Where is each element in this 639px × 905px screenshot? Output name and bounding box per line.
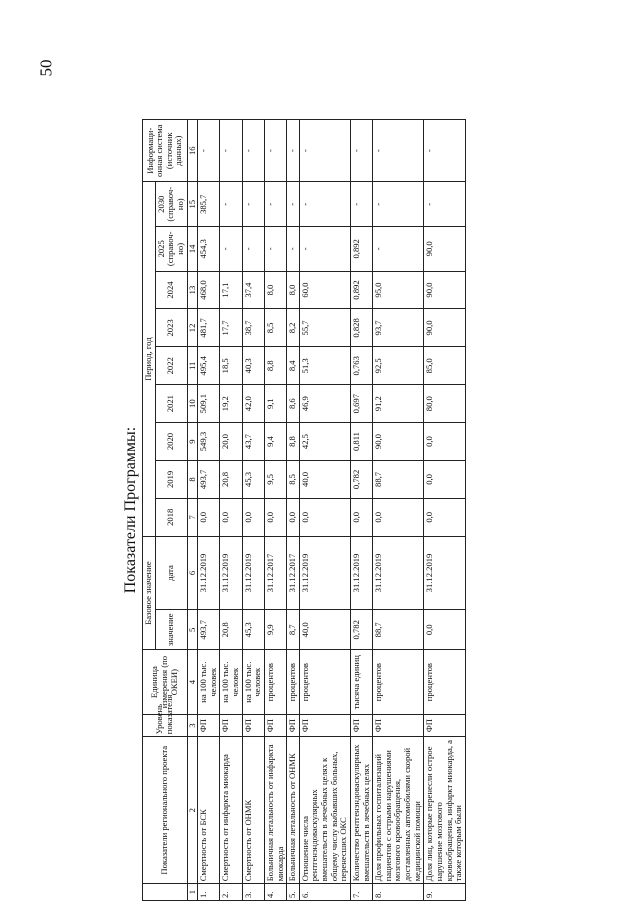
indicator-name: Смертность от БСК — [198, 737, 220, 884]
base-date: 31.12.2019 — [350, 536, 372, 610]
year-value: 0,0 — [287, 498, 300, 536]
year-value: 0,811 — [350, 423, 372, 461]
year-value: 37,4 — [242, 271, 264, 309]
base-value: 88,7 — [373, 610, 424, 650]
header-year: 2022 — [155, 347, 187, 385]
year-value: 0,0 — [350, 498, 372, 536]
table-row — [287, 120, 300, 901]
page-title: Показатели Программы: — [122, 426, 139, 594]
col-number: 1 — [187, 884, 198, 901]
year-value: 90,0 — [424, 227, 466, 272]
year-value: 481,7 — [198, 309, 220, 347]
year-value: 0,892 — [350, 271, 372, 309]
year-value: 55,7 — [299, 309, 350, 347]
year-value: 46,9 — [299, 385, 350, 423]
col-number: 2 — [187, 737, 198, 884]
base-date: 31.12.2019 — [373, 536, 424, 610]
row-number: 8. — [373, 884, 424, 901]
base-date: 31.12.2019 — [220, 536, 242, 610]
header-year: 2020 — [155, 423, 187, 461]
info-source: - — [299, 120, 350, 182]
col-number: 3 — [187, 714, 198, 736]
year-value: 40,3 — [242, 347, 264, 385]
year-value: - — [350, 182, 372, 227]
header-period: Период, год — [143, 182, 156, 536]
year-value: 8,0 — [287, 271, 300, 309]
base-date: 31.12.2019 — [299, 536, 350, 610]
base-date: 31.12.2017 — [264, 536, 286, 610]
year-value: 8,8 — [287, 423, 300, 461]
year-value: - — [264, 227, 286, 272]
table-row — [220, 120, 242, 901]
row-number: 4. — [264, 884, 286, 901]
year-value: 509,1 — [198, 385, 220, 423]
year-value: 80,0 — [424, 385, 466, 423]
header-name: Показатели регионального проекта — [143, 737, 188, 884]
indicator-unit: процентов — [264, 650, 286, 715]
year-value: 9,4 — [264, 423, 286, 461]
base-value: 9,9 — [264, 610, 286, 650]
year-value: 8,4 — [287, 347, 300, 385]
indicator-level: ФП — [299, 714, 350, 736]
header-base: Базовое значение — [143, 536, 156, 650]
year-value: - — [424, 182, 466, 227]
year-value: 549,3 — [198, 423, 220, 461]
program-indicators-table — [142, 119, 466, 901]
indicator-unit: процентов — [287, 650, 300, 715]
row-number: 2. — [220, 884, 242, 901]
row-number: 6. — [299, 884, 350, 901]
year-value: 17,7 — [220, 309, 242, 347]
base-value: 0,0 — [424, 610, 466, 650]
year-value: 20,0 — [220, 423, 242, 461]
year-value: 0,828 — [350, 309, 372, 347]
year-value: - — [220, 227, 242, 272]
year-value: 95,0 — [373, 271, 424, 309]
year-value: 92,5 — [373, 347, 424, 385]
indicator-unit: тысяча единиц — [350, 650, 372, 715]
base-date: 31.12.2019 — [424, 536, 466, 610]
year-value: 0,0 — [220, 498, 242, 536]
indicator-level: ФП — [220, 714, 242, 736]
year-value: 0,763 — [350, 347, 372, 385]
base-value: 45,3 — [242, 610, 264, 650]
year-value: 91,2 — [373, 385, 424, 423]
header-year: 2018 — [155, 498, 187, 536]
year-value: 17,1 — [220, 271, 242, 309]
table-row — [198, 120, 220, 901]
table-row — [242, 120, 264, 901]
year-value: - — [242, 227, 264, 272]
year-value: 90,0 — [424, 271, 466, 309]
table-row — [264, 120, 286, 901]
year-value: 18,5 — [220, 347, 242, 385]
year-value: 0,0 — [424, 460, 466, 498]
row-number: 5. — [287, 884, 300, 901]
base-date: 31.12.2017 — [287, 536, 300, 610]
year-value: - — [287, 182, 300, 227]
year-value: 0,0 — [424, 498, 466, 536]
table-row — [373, 120, 424, 901]
year-value: - — [299, 182, 350, 227]
year-value: 8,2 — [287, 309, 300, 347]
table-row — [424, 120, 466, 901]
col-number: 9 — [187, 423, 198, 461]
col-number: 15 — [187, 182, 198, 227]
year-value: 90,0 — [373, 423, 424, 461]
year-value: 9,1 — [264, 385, 286, 423]
year-value: 468,0 — [198, 271, 220, 309]
year-value: 42,5 — [299, 423, 350, 461]
year-value: 454,3 — [198, 227, 220, 272]
info-source: - — [242, 120, 264, 182]
year-value: 0,0 — [198, 498, 220, 536]
info-source: - — [198, 120, 220, 182]
header-base-date: дата — [155, 536, 187, 610]
year-value: 19,2 — [220, 385, 242, 423]
indicator-level: ФП — [242, 714, 264, 736]
indicator-name: Больничная летальность от ОНМК — [287, 737, 300, 884]
table-row — [350, 120, 372, 901]
base-date: 31.12.2019 — [242, 536, 264, 610]
info-source: - — [350, 120, 372, 182]
header-year: 2021 — [155, 385, 187, 423]
year-value: 38,7 — [242, 309, 264, 347]
indicator-unit: процентов — [373, 650, 424, 715]
year-value: 88,7 — [373, 460, 424, 498]
year-value: - — [373, 182, 424, 227]
info-source: - — [220, 120, 242, 182]
page-number: 50 — [36, 59, 56, 77]
year-value: 8,6 — [287, 385, 300, 423]
header-year: 2019 — [155, 460, 187, 498]
header-year: 2030 (справоч-но) — [155, 182, 187, 227]
header-level: Уровень показателя — [143, 714, 188, 736]
year-value: 493,7 — [198, 460, 220, 498]
row-number: 3. — [242, 884, 264, 901]
col-number: 11 — [187, 347, 198, 385]
header-unit: Единица измерения (по ОКЕИ) — [143, 650, 188, 715]
base-value: 493,7 — [198, 610, 220, 650]
rotated-page — [116, 115, 636, 905]
year-value: - — [242, 182, 264, 227]
year-value: 0,0 — [299, 498, 350, 536]
col-number: 16 — [187, 120, 198, 182]
year-value: 0,782 — [350, 460, 372, 498]
indicator-level: ФП — [424, 714, 466, 736]
indicator-unit: на 100 тыс. человек — [198, 650, 220, 715]
col-number: 13 — [187, 271, 198, 309]
year-value: 0,0 — [242, 498, 264, 536]
year-value: 8,8 — [264, 347, 286, 385]
row-number: 7. — [350, 884, 372, 901]
indicator-unit: на 100 тыс. человек — [220, 650, 242, 715]
year-value: 8,5 — [264, 309, 286, 347]
col-number: 12 — [187, 309, 198, 347]
indicator-level: ФП — [287, 714, 300, 736]
year-value: 85,0 — [424, 347, 466, 385]
col-number: 10 — [187, 385, 198, 423]
indicator-name: Количество рентгенэндоваскулярных вмешательств в лечебных целях — [350, 737, 372, 884]
row-number: 1. — [198, 884, 220, 901]
year-value: 42,0 — [242, 385, 264, 423]
col-number: 6 — [187, 536, 198, 610]
header-info: Информаци-онная система (источник данных) — [143, 120, 188, 182]
indicator-unit: на 100 тыс. человек — [242, 650, 264, 715]
indicator-unit: процентов — [424, 650, 466, 715]
indicator-level: ФП — [264, 714, 286, 736]
year-value: - — [287, 227, 300, 272]
year-value: 0,697 — [350, 385, 372, 423]
indicator-level: ФП — [373, 714, 424, 736]
indicator-name: Больничная летальность от инфаркта миокарда — [264, 737, 286, 884]
col-number: 8 — [187, 460, 198, 498]
info-source: - — [287, 120, 300, 182]
indicator-unit: процентов — [299, 650, 350, 715]
indicator-name: Смертность от инфаркта миокарда — [220, 737, 242, 884]
indicator-name: Доля профильных госпитализаций пациентов с острыми нарушениями мозгового кровообращения, доставленных автомобилями скорой медицинской помощи — [373, 737, 424, 884]
year-value: 0,0 — [264, 498, 286, 536]
header-index — [143, 884, 188, 901]
year-value: - — [299, 227, 350, 272]
table-body — [198, 120, 466, 901]
year-value: - — [264, 182, 286, 227]
base-value: 40,0 — [299, 610, 350, 650]
col-number: 7 — [187, 498, 198, 536]
header-year: 2024 — [155, 271, 187, 309]
year-value: 51,3 — [299, 347, 350, 385]
year-value: - — [373, 227, 424, 272]
indicator-name: Отношение числа рентгенэндоваскулярных вмешательств в лечебных целях к общему числу выбывших больных, перенесших ОКС — [299, 737, 350, 884]
year-value: 8,5 — [287, 460, 300, 498]
year-value: 20,8 — [220, 460, 242, 498]
base-value: 0,782 — [350, 610, 372, 650]
base-value: 20,8 — [220, 610, 242, 650]
info-source: - — [373, 120, 424, 182]
col-number: 14 — [187, 227, 198, 272]
indicator-name: Смертность от ОНМК — [242, 737, 264, 884]
base-date: 31.12.2019 — [198, 536, 220, 610]
year-value: 43,7 — [242, 423, 264, 461]
header-year: 2025 (справоч-но) — [155, 227, 187, 272]
table-header — [143, 120, 198, 901]
year-value: 45,3 — [242, 460, 264, 498]
header-base-value: значение — [155, 610, 187, 650]
info-source: - — [264, 120, 286, 182]
year-value: 0,0 — [373, 498, 424, 536]
year-value: 495,4 — [198, 347, 220, 385]
header-year: 2023 — [155, 309, 187, 347]
row-number: 9. — [424, 884, 466, 901]
info-source: - — [424, 120, 466, 182]
year-value: 40,0 — [299, 460, 350, 498]
year-value: 0,892 — [350, 227, 372, 272]
indicator-level: ФП — [350, 714, 372, 736]
col-number: 4 — [187, 650, 198, 715]
year-value: 385,7 — [198, 182, 220, 227]
year-value: 9,5 — [264, 460, 286, 498]
year-value: 90,0 — [424, 309, 466, 347]
base-value: 8,7 — [287, 610, 300, 650]
year-value: 60,0 — [299, 271, 350, 309]
year-value: 93,7 — [373, 309, 424, 347]
col-number: 5 — [187, 610, 198, 650]
year-value: - — [220, 182, 242, 227]
indicator-level: ФП — [198, 714, 220, 736]
table-row — [299, 120, 350, 901]
year-value: 8,0 — [264, 271, 286, 309]
year-value: 0,0 — [424, 423, 466, 461]
indicator-name: Доля лиц, которые перенесли острое нарушение мозгового кровообращения, инфаркт миокарда, а также которым были — [424, 737, 466, 884]
